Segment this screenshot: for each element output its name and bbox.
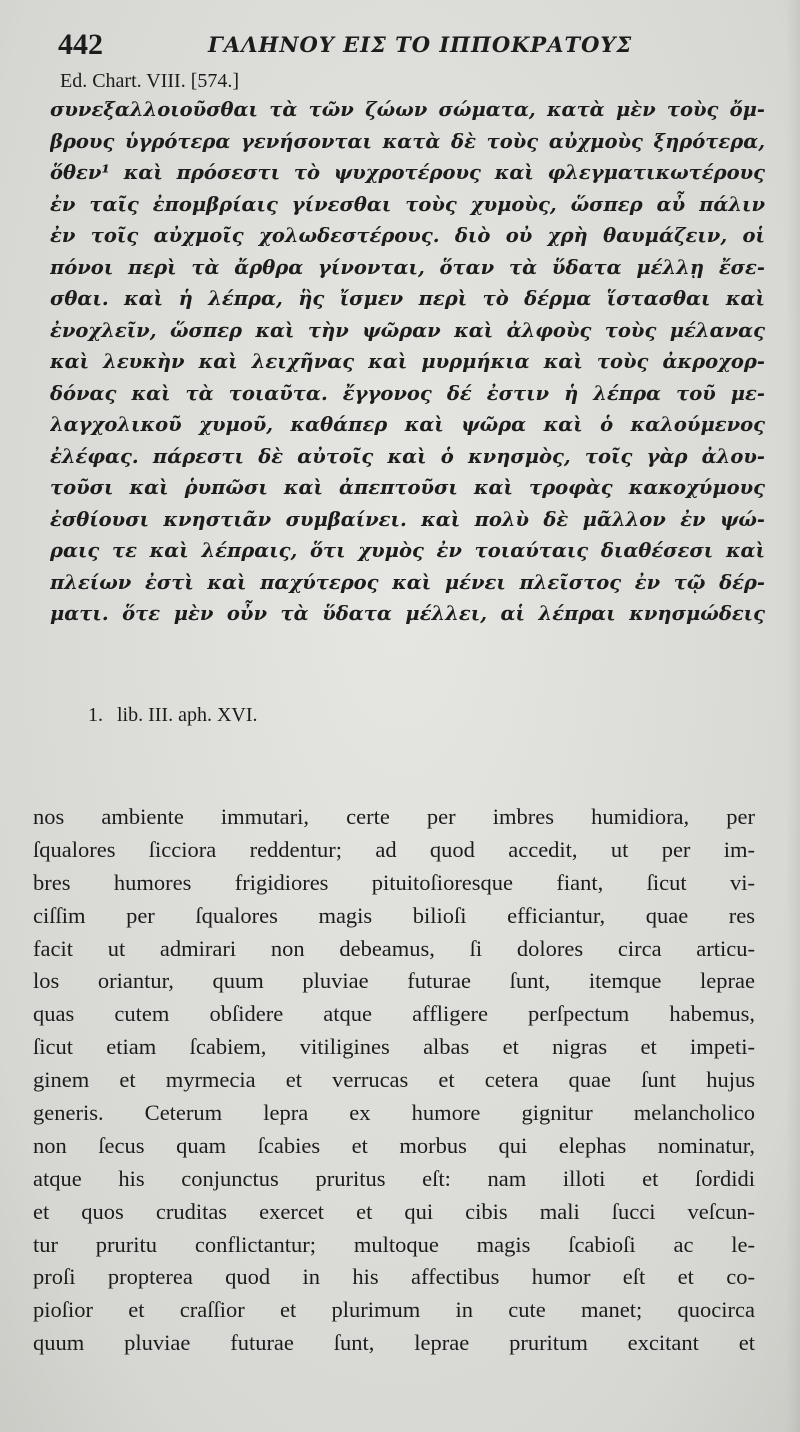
page-number: 442 [58, 28, 103, 61]
greek-text-line: βρους ὑγρότερα γενήσονται κατὰ δὲ τοὺς αὐχμοὺς ξηρότερα, [50, 129, 765, 153]
latin-text-block [33, 801, 755, 1360]
footnote [88, 704, 258, 727]
greek-text-line: τοῦσι καὶ ῥυπῶσι καὶ ἀπεπτοῦσι καὶ τροφὰς κακοχύμους [50, 476, 765, 499]
latin-text-line: ciſſim per ſqualores magis bilioſi efficiantur, quae res [33, 902, 755, 928]
latin-text-line: et quos cruditas exercet et qui cibis mali ſucci veſcun- [33, 1198, 755, 1224]
greek-text-line: ἐλέφας. πάρεστι δὲ αὐτοῖς καὶ ὁ κνησμὸς, τοῖς γὰρ ἀλου- [50, 444, 765, 468]
greek-text-line: ἐνοχλεῖν, ὥσπερ καὶ τὴν ψῶραν καὶ ἀλφοὺς τοὺς μέλανας [50, 318, 765, 342]
latin-text-line: tur pruritu conflictantur; multoque magis ſcabioſi ac le- [33, 1231, 755, 1257]
greek-text-line: ἐν τοῖς αὐχμοῖς χολωδεστέρους. διὸ οὐ χρὴ θαυμάζειν, οἱ [50, 224, 765, 247]
greek-text-line: συνεξαλλοιοῦσθαι τὰ τῶν ζώων σώματα, κατὰ μὲν τοὺς ὄμ- [50, 98, 765, 121]
latin-text-line: non ſecus quam ſcabies et morbus qui elephas nominatur, [33, 1132, 755, 1158]
greek-text-line: καὶ λευκὴν καὶ λειχῆνας καὶ μυρμήκια καὶ τοὺς ἀκροχορ- [50, 350, 765, 373]
latin-text-line: nos ambiente immutari, certe per imbres humidiora, per [33, 804, 755, 829]
latin-text-line: facit ut admirari non debeamus, ſi dolores circa articu- [33, 935, 755, 961]
latin-text-line: pioſior et craſſior et plurimum in cute manet; quocirca [33, 1297, 755, 1323]
greek-text-line: ἐσθίουσι κνηστιᾶν συμβαίνει. καὶ πολὺ δὲ μᾶλλον ἐν ψώ- [50, 507, 765, 531]
greek-text-line: λαγχολικοῦ χυμοῦ, καθάπερ καὶ ψῶρα καὶ ὁ καλούμενος [50, 413, 765, 436]
latin-text-line: los oriantur, quum pluviae futurae ſunt, itemque leprae [33, 968, 755, 994]
running-head: ΓΑΛΗΝΟΥ ΕΙΣ ΤΟ ΙΠΠΟΚΡΑΤΟΥΣ [208, 32, 633, 57]
greek-text-line: δόνας καὶ τὰ τοιαῦτα. ἔγγονος δέ ἐστιν ἡ λέπρα τοῦ με- [50, 381, 765, 405]
latin-text-line: ginem et myrmecia et verrucas et cetera quae ſunt hujus [33, 1067, 755, 1093]
latin-text-line: ſqualores ſicciora reddentur; ad quod accedit, ut per im- [33, 836, 755, 862]
greek-text-line: ματι. ὅτε μὲν οὖν τὰ ὕδατα μέλλει, αἱ λέπραι κνησμώδεις [50, 602, 765, 625]
greek-text-line: ἐν ταῖς ἐπομβρίαις γίνεσθαι τοὺς χυμοὺς, ὥσπερ αὖ πάλιν [50, 192, 765, 216]
latin-text-line: quum pluviae futurae ſunt, leprae pruritum excitant et [33, 1330, 755, 1356]
greek-text-line: ὅθεν¹ καὶ πρόσεστι τὸ ψυχροτέρους καὶ φλεγματικωτέρους [50, 161, 765, 184]
latin-text-line: atque his conjunctus pruritus eſt: nam illoti et ſordidi [33, 1165, 755, 1191]
latin-text-line: proſi propterea quod in his affectibus humor eſt et co- [33, 1264, 755, 1290]
greek-text-line: πόνοι περὶ τὰ ἄρθρα γίνονται, ὅταν τὰ ὕδατα μέλλῃ ἔσε- [50, 255, 765, 279]
edition-reference: Ed. Chart. VIII. [574.] [60, 70, 240, 92]
latin-text-line: ſicut etiam ſcabiem, vitiligines albas et nigras et impeti- [33, 1034, 755, 1060]
latin-text-line: generis. Ceterum lepra ex humore gignitur melancholico [33, 1100, 755, 1126]
page-header [58, 28, 760, 68]
latin-text-line: bres humores frigidiores pituitoſioresque fiant, ſicut vi- [33, 869, 755, 895]
latin-text-line: quas cutem obſidere atque affligere perſpectum habemus, [33, 1001, 755, 1027]
footnote-text: lib. III. aph. XVI. [117, 704, 258, 726]
greek-text-line: ραις τε καὶ λέπραις, ὅτι χυμὸς ἐν τοιαύταις διαθέσεσι καὶ [50, 539, 765, 562]
greek-text-block [50, 94, 765, 630]
footnote-marker: 1. [88, 704, 103, 726]
greek-text-line: πλείων ἐστὶ καὶ παχύτερος καὶ μένει πλεῖστος ἐν τῷ δέρ- [50, 570, 765, 594]
greek-text-line: σθαι. καὶ ἡ λέπρα, ἣς ἴσμεν περὶ τὸ δέρμα ἵστασθαι καὶ [50, 287, 765, 310]
page-edge-shadow [786, 0, 800, 1432]
